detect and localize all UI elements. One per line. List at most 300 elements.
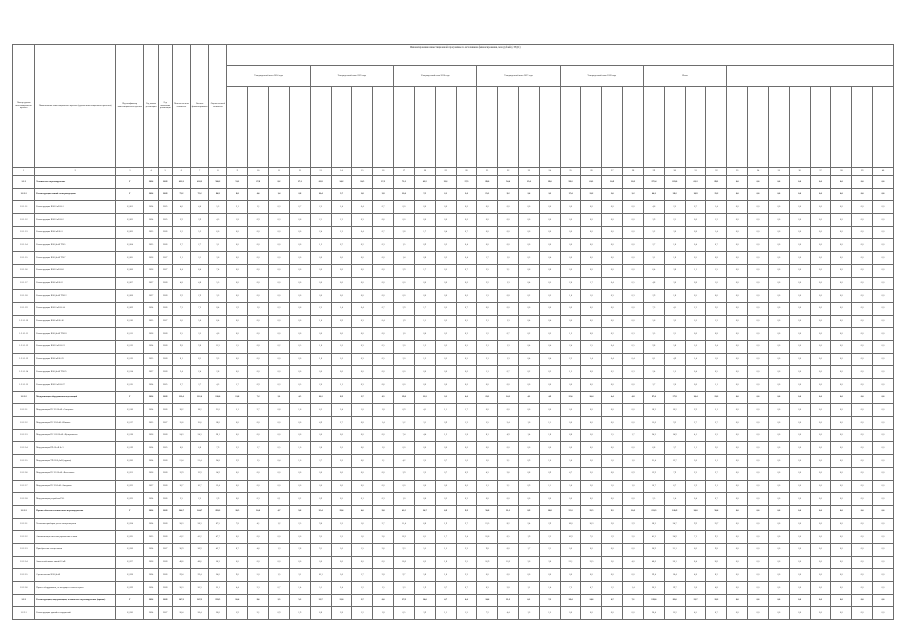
value-cell: 2,1: [539, 543, 560, 556]
row-number: 1.2.1.1.11: [13, 328, 35, 341]
value-cell: 5,3: [289, 594, 310, 607]
value-cell: 2028: [158, 188, 172, 201]
value-cell: 0,8: [414, 252, 435, 265]
value-cell: 0,0: [560, 607, 581, 620]
value-cell: 57,9: [664, 391, 685, 404]
value-cell: 15,2: [706, 188, 727, 201]
value-cell: 0,0: [518, 493, 539, 506]
value-cell: 3,7: [643, 379, 664, 392]
project-id: G_015: [116, 379, 144, 392]
value-cell: 0,0: [852, 277, 873, 290]
value-cell: 500,2: [209, 176, 227, 189]
value-cell: 0,0: [748, 556, 769, 569]
table-row: [13, 556, 894, 569]
value-cell: 0,0: [269, 366, 290, 379]
value-cell: 0,0: [310, 277, 331, 290]
value-cell: 0,3: [269, 379, 290, 392]
value-cell: 2027: [144, 290, 158, 303]
value-cell: 0,0: [227, 531, 248, 544]
value-cell: 21,2: [498, 594, 519, 607]
value-cell: 2,7: [456, 518, 477, 531]
value-cell: 2,6: [518, 188, 539, 201]
value-cell: 64,3: [643, 188, 664, 201]
value-cell: 3,3: [664, 315, 685, 328]
value-cell: 5,6: [581, 429, 602, 442]
value-cell: 1,9: [685, 480, 706, 493]
row-number: 1.2.1.2.5: [13, 455, 35, 468]
value-cell: 0,0: [852, 582, 873, 595]
project-name: Модернизация ПС 35/6 кВ «Южная»: [35, 417, 116, 430]
value-cell: 5,6: [331, 569, 352, 582]
value-cell: 24,6: [581, 594, 602, 607]
subheader-cell: [768, 87, 789, 168]
value-cell: 0,0: [768, 391, 789, 404]
value-cell: 2024: [144, 340, 158, 353]
subheader-cell: [873, 87, 894, 168]
value-cell: 8,9: [518, 505, 539, 518]
table-row: [13, 404, 894, 417]
value-cell: 0,0: [539, 404, 560, 417]
value-cell: 0,7: [373, 226, 394, 239]
value-cell: 0,0: [852, 531, 873, 544]
value-cell: 13,7: [706, 518, 727, 531]
column-number: 16: [373, 168, 394, 176]
value-cell: 2024: [144, 455, 158, 468]
value-cell: 14,1: [498, 391, 519, 404]
value-cell: 38,2: [664, 188, 685, 201]
subheader-cell: [394, 87, 415, 168]
value-cell: 0,0: [727, 404, 748, 417]
value-cell: 0,0: [602, 302, 623, 315]
subheader-cell: [810, 87, 831, 168]
value-cell: 1,8: [352, 188, 373, 201]
project-name: Техническое перевооружение: [35, 176, 116, 189]
value-cell: 0,0: [227, 239, 248, 252]
value-cell: 4,7: [435, 594, 456, 607]
value-cell: 2,8: [209, 366, 227, 379]
value-cell: 2,6: [373, 543, 394, 556]
project-name: Реконструкция ВЛ-0,4 кВ ТП-25: [35, 366, 116, 379]
value-cell: 0,6: [414, 493, 435, 506]
value-cell: 3,5: [643, 328, 664, 341]
value-cell: 2026: [158, 302, 172, 315]
value-cell: 6,2: [310, 404, 331, 417]
table-row: [13, 214, 894, 227]
value-cell: 0,0: [477, 442, 498, 455]
value-cell: 0,0: [248, 467, 269, 480]
value-cell: 0,0: [873, 594, 894, 607]
value-cell: 0,4: [352, 226, 373, 239]
value-cell: 2,0: [623, 531, 644, 544]
value-cell: 0,0: [852, 569, 873, 582]
value-cell: 1,2: [414, 353, 435, 366]
value-cell: 0,3: [435, 315, 456, 328]
project-name: Реконструкция линий электропередачи: [35, 188, 116, 201]
subheader-cell: [643, 87, 664, 168]
value-cell: 1,6: [310, 315, 331, 328]
value-cell: 2024: [144, 404, 158, 417]
value-cell: 1,3: [477, 290, 498, 303]
value-cell: 0,0: [602, 404, 623, 417]
value-cell: 0,0: [748, 328, 769, 341]
column-number: 12: [289, 168, 310, 176]
value-cell: 0,0: [581, 239, 602, 252]
row-number: 1.2.1.2: [13, 391, 35, 404]
subheader-cell: [664, 87, 685, 168]
value-cell: 5,1: [310, 582, 331, 595]
project-id: Г: [116, 176, 144, 189]
value-cell: 0,0: [727, 569, 748, 582]
value-cell: 2,1: [227, 201, 248, 214]
value-cell: 4,1: [664, 302, 685, 315]
value-cell: 1,7: [414, 302, 435, 315]
value-cell: 0,6: [289, 214, 310, 227]
value-cell: 9,8: [172, 340, 190, 353]
value-cell: 0,0: [456, 290, 477, 303]
value-cell: 1,5: [352, 543, 373, 556]
value-cell: 8,9: [331, 391, 352, 404]
value-cell: 1,7: [248, 442, 269, 455]
value-cell: 0,0: [477, 226, 498, 239]
subheader-cell: [373, 87, 394, 168]
project-name: Прочее оборудование, не входящее в сметы строек: [35, 582, 116, 595]
value-cell: 0,7: [331, 239, 352, 252]
value-cell: 0,0: [873, 340, 894, 353]
value-cell: 18,2: [190, 404, 208, 417]
value-cell: 1,7: [518, 543, 539, 556]
value-cell: 0,0: [768, 417, 789, 430]
value-cell: 1,3: [331, 226, 352, 239]
value-cell: 0,0: [831, 252, 852, 265]
value-cell: 0,0: [269, 480, 290, 493]
table-row: [13, 455, 894, 468]
value-cell: 1,1: [539, 480, 560, 493]
value-cell: 0,0: [789, 442, 810, 455]
value-cell: 7,4: [209, 264, 227, 277]
value-cell: 0,0: [727, 493, 748, 506]
value-cell: 0,0: [498, 239, 519, 252]
value-cell: 0,0: [352, 480, 373, 493]
value-cell: 0,0: [873, 505, 894, 518]
value-cell: 19,6: [331, 505, 352, 518]
value-cell: 130,0: [209, 391, 227, 404]
value-cell: 0,0: [789, 302, 810, 315]
value-cell: 0,0: [560, 226, 581, 239]
value-cell: 1,2: [331, 214, 352, 227]
value-cell: 0,0: [289, 429, 310, 442]
value-cell: 0,0: [768, 201, 789, 214]
value-cell: 5,5: [209, 277, 227, 290]
value-cell: 7,2: [248, 391, 269, 404]
value-cell: 2024: [144, 582, 158, 595]
value-cell: 0,0: [560, 404, 581, 417]
value-cell: 0,0: [560, 239, 581, 252]
value-cell: 0,0: [456, 442, 477, 455]
value-cell: 4,4: [498, 607, 519, 620]
value-cell: 0,0: [373, 328, 394, 341]
value-cell: 5,3: [331, 518, 352, 531]
value-cell: 10,2: [664, 404, 685, 417]
value-cell: 0,0: [727, 429, 748, 442]
value-cell: 0,0: [352, 328, 373, 341]
project-id: G_006: [116, 264, 144, 277]
value-cell: 0,0: [789, 366, 810, 379]
value-cell: 2025: [144, 531, 158, 544]
project-name: Установка приборов учета электроэнергии: [35, 518, 116, 531]
subheader-cell: [581, 87, 602, 168]
value-cell: 4,4: [414, 429, 435, 442]
value-cell: 0,0: [810, 518, 831, 531]
value-cell: 0,0: [789, 379, 810, 392]
value-cell: 0,3: [352, 340, 373, 353]
value-cell: 41,5: [394, 505, 415, 518]
value-cell: 0,4: [539, 340, 560, 353]
value-cell: 0,0: [248, 531, 269, 544]
value-cell: 1,2: [456, 417, 477, 430]
value-cell: 0,4: [352, 201, 373, 214]
project-id: Г: [116, 188, 144, 201]
value-cell: 0,0: [768, 556, 789, 569]
value-cell: 0,0: [852, 543, 873, 556]
value-cell: 2024: [144, 594, 158, 607]
value-cell: 0,0: [435, 480, 456, 493]
value-cell: 50,8: [477, 505, 498, 518]
value-cell: 1,0: [581, 290, 602, 303]
row-number: 1.2.1.1.14: [13, 366, 35, 379]
value-cell: 0,1: [269, 493, 290, 506]
value-cell: 7,1: [623, 594, 644, 607]
header-total: Итого: [643, 66, 726, 87]
value-cell: 1,1: [685, 264, 706, 277]
value-cell: 0,0: [810, 379, 831, 392]
subheader-cell: [352, 87, 373, 168]
value-cell: 0,0: [789, 505, 810, 518]
project-id: G_007: [116, 277, 144, 290]
value-cell: 2,7: [643, 239, 664, 252]
value-cell: 2,4: [331, 582, 352, 595]
value-cell: 3,7: [190, 379, 208, 392]
table-row: [13, 429, 894, 442]
row-number: 1.2.1.2.1: [13, 404, 35, 417]
project-name: Реконструкция ВЛ-6 кВ Ф-3: [35, 226, 116, 239]
value-cell: 1,2: [435, 429, 456, 442]
value-cell: 0,5: [373, 353, 394, 366]
value-cell: 0,0: [289, 366, 310, 379]
table-row: [13, 518, 894, 531]
value-cell: 3,3: [209, 290, 227, 303]
value-cell: 0,8: [706, 328, 727, 341]
value-cell: 0,0: [331, 264, 352, 277]
value-cell: 58,3: [172, 518, 190, 531]
value-cell: 0,0: [269, 315, 290, 328]
value-cell: 0,0: [269, 467, 290, 480]
value-cell: 0,4: [373, 315, 394, 328]
value-cell: 9,8: [477, 543, 498, 556]
header-end-year: Год окончания реализации: [158, 45, 172, 168]
value-cell: 1,9: [227, 302, 248, 315]
value-cell: 0,0: [748, 594, 769, 607]
value-cell: 0,0: [873, 252, 894, 265]
column-number: 13: [310, 168, 331, 176]
value-cell: 1,8: [706, 353, 727, 366]
value-cell: 0,0: [768, 328, 789, 341]
value-cell: 0,0: [269, 556, 290, 569]
value-cell: 1,8: [373, 607, 394, 620]
value-cell: 0,7: [685, 201, 706, 214]
value-cell: 0,0: [852, 556, 873, 569]
value-cell: 1,5: [706, 264, 727, 277]
value-cell: 2,0: [331, 442, 352, 455]
value-cell: 0,4: [539, 252, 560, 265]
column-number: 18: [414, 168, 435, 176]
value-cell: 4,4: [227, 582, 248, 595]
table-row: [13, 302, 894, 315]
value-cell: 0,3: [352, 379, 373, 392]
value-cell: 1,7: [435, 531, 456, 544]
value-cell: 0,0: [602, 417, 623, 430]
value-cell: 0,0: [456, 366, 477, 379]
value-cell: 1,6: [560, 290, 581, 303]
value-cell: 0,0: [602, 201, 623, 214]
value-cell: 0,0: [248, 277, 269, 290]
value-cell: 15,1: [477, 188, 498, 201]
table-row: [13, 569, 894, 582]
value-cell: 10,1: [310, 569, 331, 582]
value-cell: 0,0: [373, 277, 394, 290]
value-cell: 0,0: [748, 315, 769, 328]
value-cell: 6,9: [394, 404, 415, 417]
value-cell: 4,7: [560, 467, 581, 480]
value-cell: 2,4: [706, 340, 727, 353]
value-cell: 0,0: [852, 594, 873, 607]
value-cell: 0,0: [852, 315, 873, 328]
value-cell: 6,7: [706, 607, 727, 620]
value-cell: 3,1: [414, 417, 435, 430]
value-cell: 10,7: [190, 480, 208, 493]
value-cell: 0,0: [852, 201, 873, 214]
value-cell: 3,1: [289, 569, 310, 582]
value-cell: 8,7: [227, 543, 248, 556]
column-number: 37: [810, 168, 831, 176]
value-cell: 0,0: [727, 239, 748, 252]
header-financing-caption: [227, 45, 894, 66]
value-cell: 7,0: [581, 531, 602, 544]
value-cell: 0,7: [435, 455, 456, 468]
value-cell: 0,0: [414, 442, 435, 455]
value-cell: 3,6: [581, 480, 602, 493]
value-cell: 0,0: [539, 493, 560, 506]
value-cell: 0,0: [518, 239, 539, 252]
project-name: Реконструкция ВЛ-6 кВ Ф-16: [35, 315, 116, 328]
column-number: 33: [727, 168, 748, 176]
header-blank: [727, 66, 894, 87]
value-cell: 0,3: [518, 252, 539, 265]
value-cell: 0,0: [831, 404, 852, 417]
value-cell: 0,0: [831, 302, 852, 315]
value-cell: 30,3: [190, 582, 208, 595]
value-cell: 6,8: [414, 518, 435, 531]
value-cell: 0,0: [873, 556, 894, 569]
project-name: Реконструкция ВЛ-6 кВ Ф-9: [35, 277, 116, 290]
value-cell: 9,9: [685, 518, 706, 531]
value-cell: 2,9: [394, 264, 415, 277]
value-cell: 0,0: [269, 226, 290, 239]
value-cell: 4,3: [209, 379, 227, 392]
value-cell: 3,1: [190, 252, 208, 265]
value-cell: 0,0: [831, 455, 852, 468]
project-name: Реконструкция ВЛ-10 кВ Ф-14: [35, 302, 116, 315]
value-cell: 0,8: [706, 252, 727, 265]
value-cell: 0,0: [831, 366, 852, 379]
value-cell: 24,8: [209, 455, 227, 468]
value-cell: 2,8: [602, 518, 623, 531]
header-year-2027: Утвержденный план 2027 года: [477, 66, 560, 87]
value-cell: 0,0: [727, 379, 748, 392]
value-cell: 0,0: [331, 328, 352, 341]
value-cell: 41,2: [172, 531, 190, 544]
value-cell: 2024: [144, 442, 158, 455]
value-cell: 2,0: [310, 379, 331, 392]
value-cell: 30,3: [172, 582, 190, 595]
value-cell: 6,0: [498, 543, 519, 556]
value-cell: 58,3: [643, 518, 664, 531]
subheader-cell: [269, 87, 290, 168]
project-name: Реконструкция ВЛ-10 кВ Ф-1: [35, 201, 116, 214]
value-cell: 2,2: [560, 353, 581, 366]
value-cell: 2028: [158, 391, 172, 404]
value-cell: 10,5: [352, 176, 373, 189]
value-cell: 0,0: [852, 366, 873, 379]
project-id: G_008: [116, 290, 144, 303]
value-cell: 1,2: [602, 582, 623, 595]
value-cell: 0,0: [623, 493, 644, 506]
value-cell: 0,0: [768, 188, 789, 201]
value-cell: 19,0: [539, 176, 560, 189]
table-row: [13, 353, 894, 366]
value-cell: 23,3: [706, 391, 727, 404]
value-cell: 0,6: [518, 264, 539, 277]
table-row: [13, 239, 894, 252]
value-cell: 1,4: [664, 493, 685, 506]
value-cell: 1,4: [269, 188, 290, 201]
value-cell: 6,7: [602, 594, 623, 607]
value-cell: 2,5: [172, 493, 190, 506]
value-cell: 0,0: [623, 214, 644, 227]
project-name: Реконструкция ВЛ-10 кВ Ф-2: [35, 214, 116, 227]
value-cell: 0,0: [789, 226, 810, 239]
value-cell: 0,0: [873, 480, 894, 493]
value-cell: 2025: [144, 239, 158, 252]
value-cell: 0,0: [727, 543, 748, 556]
value-cell: 0,0: [748, 379, 769, 392]
value-cell: 50,6: [706, 505, 727, 518]
value-cell: 34,2: [331, 176, 352, 189]
value-cell: 0,4: [602, 340, 623, 353]
value-cell: 0,0: [748, 340, 769, 353]
value-cell: 1,4: [706, 226, 727, 239]
value-cell: 0,0: [768, 455, 789, 468]
value-cell: 2028: [158, 518, 172, 531]
value-cell: 3,9: [394, 467, 415, 480]
value-cell: 0,0: [727, 214, 748, 227]
value-cell: 0,4: [685, 239, 706, 252]
value-cell: 0,0: [852, 379, 873, 392]
value-cell: 0,0: [789, 531, 810, 544]
value-cell: 0,0: [477, 239, 498, 252]
value-cell: 4,8: [706, 582, 727, 595]
project-id: G_022: [116, 480, 144, 493]
value-cell: 3,8: [664, 264, 685, 277]
